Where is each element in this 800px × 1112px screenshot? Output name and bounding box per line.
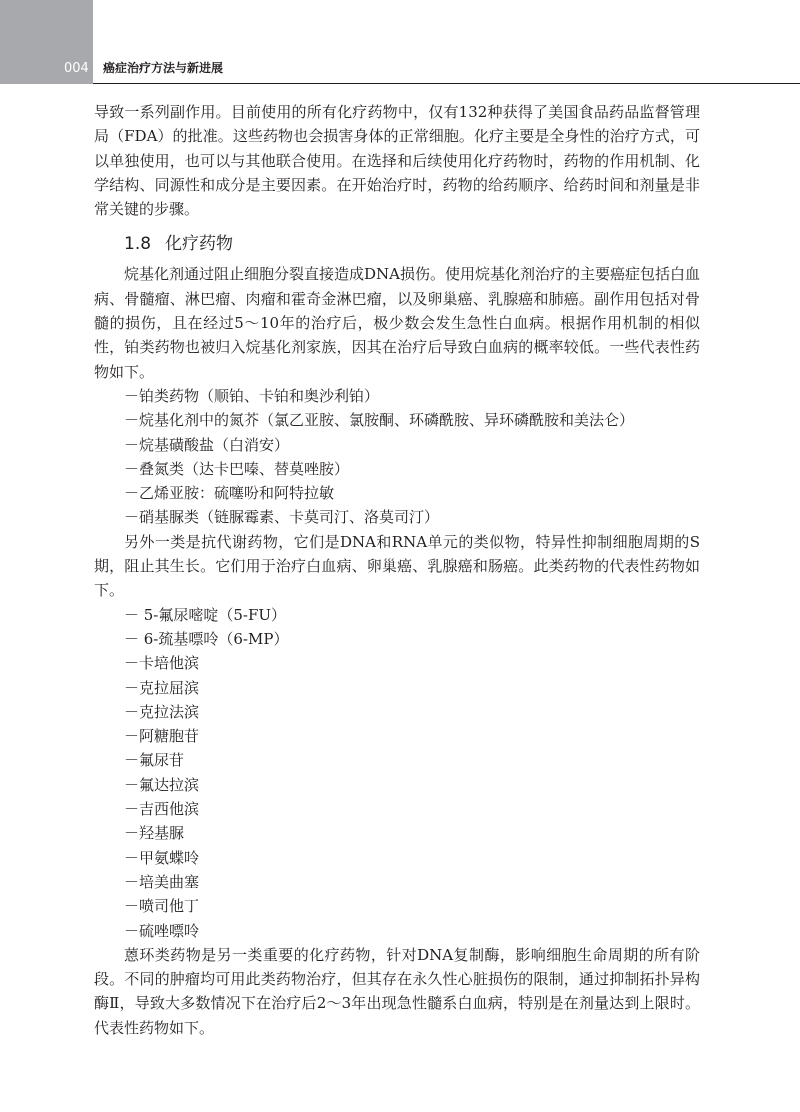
header-rule: [93, 83, 800, 84]
list-item: －叠氮类（达卡巴嗪、替莫唑胺）: [124, 459, 350, 478]
list-item: －培美曲塞: [124, 872, 200, 891]
list-item: －乙烯亚胺：硫噻吩和阿特拉敏: [124, 484, 335, 503]
list-item: －铂类药物（顺铂、卡铂和奥沙利铂）: [124, 386, 380, 405]
list-item: －硫唑嘌呤: [124, 921, 200, 940]
list-item: －克拉法滨: [124, 702, 200, 721]
anthracycline-paragraph: 蒽环类药物是另一类重要的化疗药物，针对DNA复制酶，影响细胞生命周期的所有阶段。不同的肿瘤均可用此类药物治疗，但其存在永久性心脏损伤的限制，通过抑制拓扑异构酶Ⅱ，导致大多数情况下在治疗后2～3年出现急性髓系白血病，特别是在剂量达到上限时。代表性药物如下。: [94, 945, 700, 1037]
list-item: －卡培他滨: [124, 654, 200, 673]
intro-paragraph: 导致一系列副作用。目前使用的所有化疗药物中，仅有132种获得了美国食品药品监督管理局（FDA）的批准。这些药物也会损害身体的正常细胞。化疗主要是全身性的治疗方式，可以单独使用，也可以与其他联合使用。在选择和后续使用化疗药物时，药物的作用机制、化学结构、同源性和成分是主要因素。在开始治疗时，药物的给药顺序、给药时间和剂量是非常关键的步骤。: [94, 103, 700, 219]
list-item: －烷基磺酸盐（白消安）: [124, 435, 290, 454]
list-item: －氟达拉滨: [124, 775, 200, 794]
section-heading: [124, 232, 700, 256]
list-item: －克拉屈滨: [124, 678, 200, 697]
antimetabolite-drug-list: [94, 603, 700, 943]
list-item: － 6-巯基嘌呤（6-MP）: [124, 629, 289, 648]
alkylating-drug-list: [94, 384, 700, 530]
list-item: －阿糖胞苷: [124, 727, 200, 746]
list-item: －吉西他滨: [124, 800, 200, 819]
section-title: 化疗药物: [165, 234, 234, 255]
alkylating-paragraph: 烷基化剂通过阻止细胞分裂直接造成DNA损伤。使用烷基化剂治疗的主要癌症包括白血病、骨髓瘤、淋巴瘤、肉瘤和霍奇金淋巴瘤，以及卵巢癌、乳腺癌和肺癌。副作用包括对骨髓的损伤，且在经过5～10年的治疗后，极少数会发生急性白血病。根据作用机制的相似性，铂类药物也被归入烷基化剂家族，因其在治疗后导致白血病的概率较低。一些代表性药物如下。: [94, 265, 700, 381]
list-item: －喷司他丁: [124, 897, 200, 916]
page-number: 004: [64, 61, 89, 76]
page-body: [94, 100, 700, 1040]
list-item: －羟基脲: [124, 824, 185, 843]
list-item: －甲氨蝶呤: [124, 848, 200, 867]
list-item: －硝基脲类（链脲霉素、卡莫司汀、洛莫司汀）: [124, 508, 440, 527]
antimetabolite-paragraph: 另外一类是抗代谢药物，它们是DNA和RNA单元的类似物，特异性抑制细胞周期的S期，阻止其生长。它们用于治疗白血病、卵巢癌、乳腺癌和肠癌。此类药物的代表性药物如下。: [94, 532, 700, 600]
list-item: －烷基化剂中的氮芥（氯乙亚胺、氯胺酮、环磷酰胺、异环磷酰胺和美法仑）: [124, 411, 635, 430]
list-item: － 5-氟尿嘧啶（5-FU）: [124, 605, 287, 624]
section-number: 1.8: [124, 234, 152, 255]
list-item: －氟尿苷: [124, 751, 185, 770]
running-head-title: 癌症治疗方法与新进展: [103, 61, 224, 75]
